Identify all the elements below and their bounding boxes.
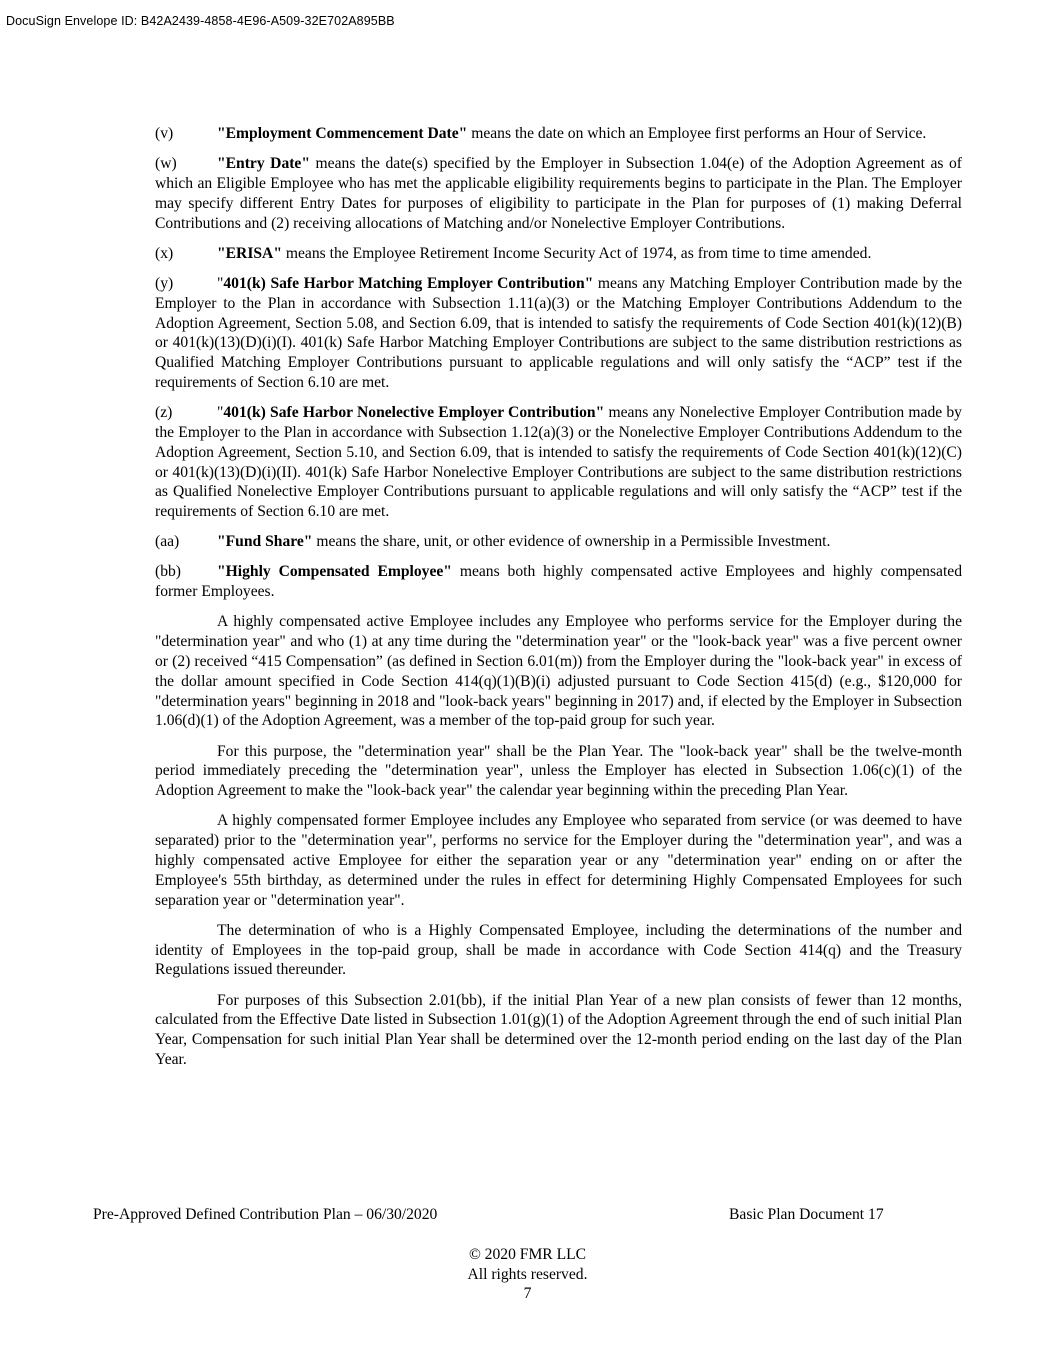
definition-label: (bb) (155, 563, 181, 581)
definition-label: (w) (155, 155, 177, 173)
body-paragraph: A highly compensated active Employee includes any Employee who performs service for the Employer during the "determination year" and who (1) at any time during the "determination year" or the "look-back year" was a five percent owner or (2) received “415 Compensation” (as defined in Section 6.01(m)) from the Employer during the "look-back year" in excess of the dollar amount specified in Code Section 414(q)(1)(B)(i) adjusted pursuant to Code Section 415(d) (e.g., $120,000 for "determination years" beginning in 2018 and "look-back years" beginning in 2017) and, if elected by the Employer in Subsection 1.06(d)(1) of the Adoption Agreement, was a member of the top-paid group for such year. (155, 613, 962, 730)
defined-term: 401(k) Safe Harbor Nonelective Employer Contribution" (223, 404, 605, 422)
definition-v (155, 124, 962, 144)
footer-copyright-block (0, 1245, 1055, 1304)
open-quote: " (217, 274, 224, 292)
definition-text: means any Matching Employer Contribution made by the Employer to the Plan in accordance with Subsection 1.11(a)(3) or the Matching Employer Contributions Addendum to the Adoption Agreement, Section 5.08, and Section 6.09, that is intended to satisfy the requirements of Code Section 401(k)(12)(B) or 401(k)(13)(D)(i)(I). 401(k) Safe Harbor Matching Employer Contributions are subject to the same distribution restrictions as Qualified Matching Employer Contributions pursuant to applicable regulations and will only satisfy the “ACP” test if the requirements of Section 6.10 are met. (155, 274, 962, 391)
definition-text: means the share, unit, or other evidence of ownership in a Permissible Investment. (312, 533, 831, 551)
rights-line: All rights reserved. (467, 1265, 588, 1283)
definition-bb (155, 562, 962, 602)
definition-text: means the Employee Retirement Income Security Act of 1974, as from time to time amended. (281, 244, 872, 262)
document-body (155, 124, 962, 1080)
defined-term: "Employment Commencement Date" (217, 125, 468, 142)
page-number: 7 (523, 1285, 532, 1303)
definition-x (155, 244, 962, 264)
copyright-line: © 2020 FMR LLC (468, 1246, 587, 1263)
defined-term: "ERISA" (217, 244, 282, 262)
footer-plan-name: Pre-Approved Defined Contribution Plan – 06/30/2020 (93, 1206, 438, 1223)
definition-text: means both highly compensated active Employees and highly compensated former Employees. (155, 563, 962, 601)
definition-label: (x) (155, 244, 174, 262)
footer-document-page: Basic Plan Document 17 (729, 1206, 884, 1223)
definition-text: means any Nonelective Employer Contribution made by the Employer to the Plan in accordance with Subsection 1.12(a)(3) or the Nonelective Employer Contributions Addendum to the Adoption Agreement, Section 5.10, and Section 6.09, that is intended to satisfy the requirements of Code Section 401(k)(12)(C) or 401(k)(13)(D)(i)(II). 401(k) Safe Harbor Nonelective Employer Contributions are subject to the same distribution restrictions as Qualified Nonelective Employer Contributions pursuant to applicable regulations and will only satisfy the “ACP” test if the requirements of Section 6.10 are met. (155, 404, 962, 521)
definition-label: (z) (155, 404, 173, 422)
definition-aa (155, 532, 962, 552)
docusign-envelope-id: DocuSign Envelope ID: B42A2439-4858-4E96-A509-32E702A895BB (6, 14, 395, 28)
definition-text: means the date on which an Employee first performs an Hour of Service. (467, 125, 927, 142)
definition-label: (aa) (155, 533, 180, 551)
definition-label: (v) (155, 125, 174, 142)
body-paragraph: For this purpose, the "determination year" shall be the Plan Year. The "look-back year" shall be the twelve-month period immediately preceding the "determination year", unless the Employer has elected in Subsection 1.06(c)(1) of the Adoption Agreement to make the "look-back year" the calendar year beginning within the preceding Plan Year. (155, 742, 962, 800)
open-quote: " (217, 404, 224, 422)
body-paragraph: A highly compensated former Employee includes any Employee who separated from service (or was deemed to have separated) prior to the "determination year", performs no service for the Employer during the "determination year", and was a highly compensated active Employee for either the separation year or any "determination year" ending on or after the Employee's 55th birthday, as determined under the rules in effect for determining Highly Compensated Employees for such separation year or "determination year". (155, 812, 962, 909)
definition-text: means the date(s) specified by the Employer in Subsection 1.04(e) of the Adoption Agreement as of which an Eligible Employee who has met the applicable eligibility requirements begins to participate in the Plan. The Employer may specify different Entry Dates for purposes of eligibility to participate in the Plan for purposes of (1) making Deferral Contributions and (2) receiving allocations of Matching and/or Nonelective Employer Contributions. (155, 155, 962, 232)
defined-term: "Entry Date" (217, 155, 311, 173)
body-paragraph: For purposes of this Subsection 2.01(bb), if the initial Plan Year of a new plan consists of fewer than 12 months, calculated from the Effective Date listed in Subsection 1.01(g)(1) of the Adoption Agreement through the end of such initial Plan Year, Compensation for such initial Plan Year shall be determined over the 12-month period ending on the last day of the Plan Year. (155, 991, 962, 1068)
definition-z (155, 403, 962, 522)
body-paragraph: The determination of who is a Highly Compensated Employee, including the determinations of the number and identity of Employees in the top-paid group, shall be made in accordance with Code Section 414(q) and the Treasury Regulations issued thereunder. (155, 921, 962, 979)
definition-y (155, 274, 962, 393)
definition-label: (y) (155, 274, 174, 292)
defined-term: "Fund Share" (217, 533, 313, 551)
defined-term: "Highly Compensated Employee" (217, 563, 452, 581)
defined-term: 401(k) Safe Harbor Matching Employer Contribution" (223, 274, 594, 292)
definition-w (155, 154, 962, 233)
